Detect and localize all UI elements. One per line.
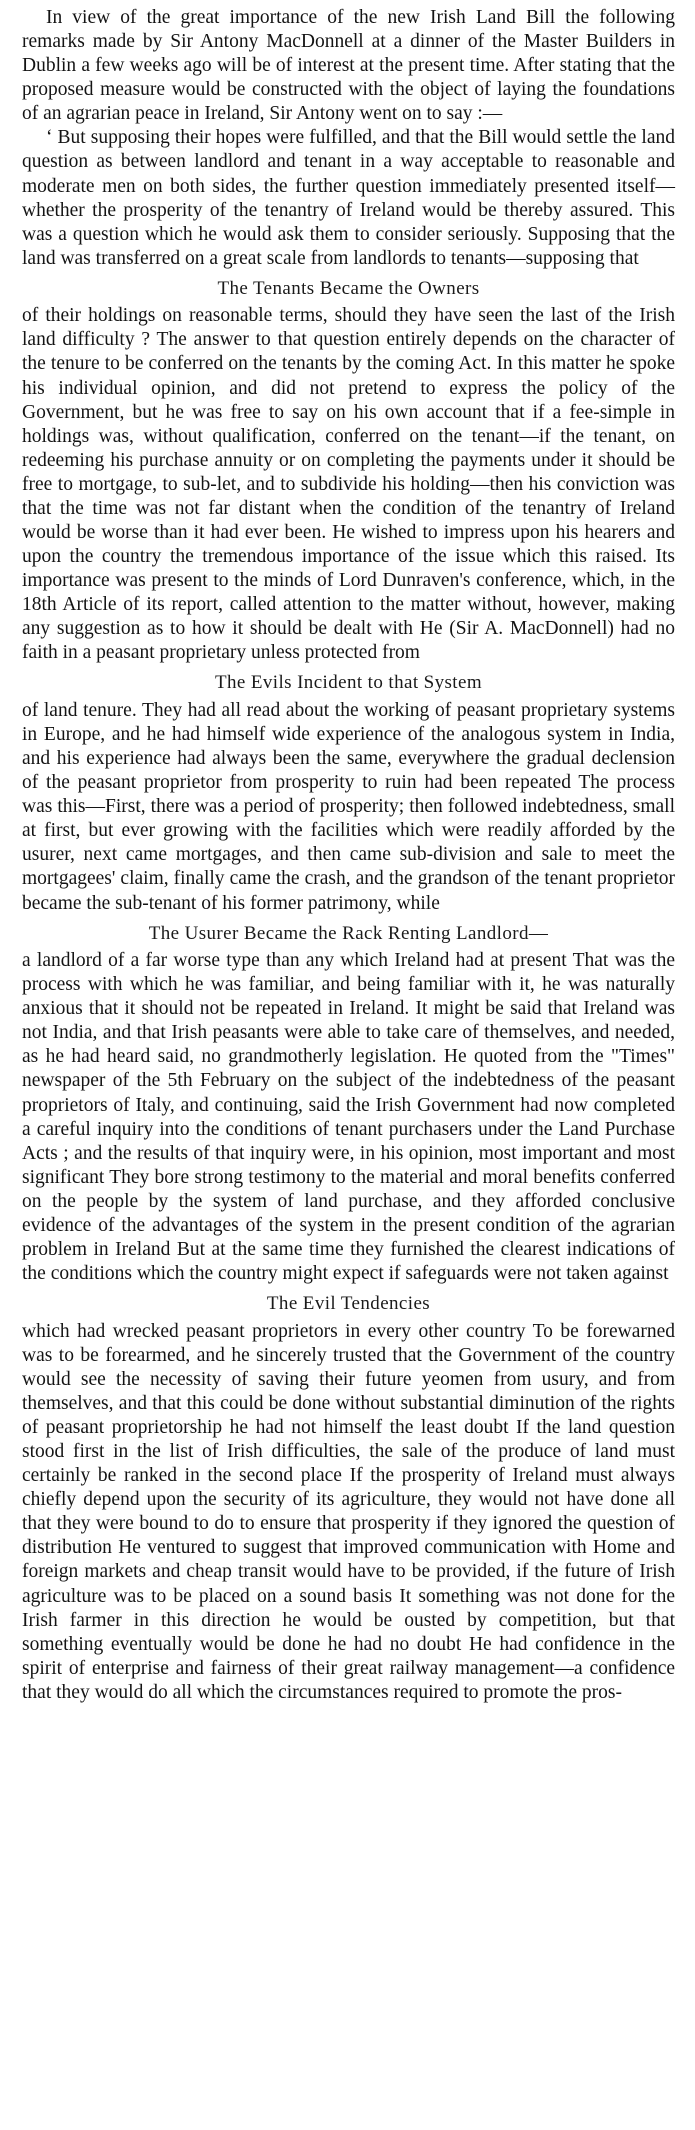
article-paragraph-intro: In view of the great importance of the new Irish Land Bill the following remarks made by Sir Antony MacDonnell at a dinner of the Master Builders in Dublin a few weeks ago will be of interest at the present time. After stating that the proposed measure would be constructed with the object of laying the foundations of an agrarian peace in Ireland, Sir Antony went on to say :— [22,7,675,125]
article-paragraph-landlord: a landlord of a far worse type than any which Ireland had at present That was the process with which he was familiar, and being familiar with it, he was naturally anxious that it should not be repeated in Ireland. It might be said that Ireland was not India, and that Irish peasants were able to take care of themselves, and needed, as he had heard said, no grandmotherly legislation. He quoted from the "Times" newspaper of the 5th February on the subject of the indebtedness of the peasant proprietors of Italy, and continuing, said the Irish Government had now completed a careful inquiry into the conditions of tenant purchasers under the Land Purchase Acts ; and the results of that inquiry were, in his opinion, most important and most significant They bore strong testimony to the material and moral benefits conferred on the people by the system of land purchase, and they afforded conclusive evidence of the advantages of the system in the present condition of the agrarian problem in Ireland But at the same time they furnished the clearest indications of the conditions which the country might expect if safeguards were not taken against [22,950,675,1285]
article-paragraph-tendencies: which had wrecked peasant proprietors in every other country To be forewarned was to be forearmed, and he sincerely trusted that the Government of the country would see the necessity of saving their future yeomen from usury, and from themselves, and that this could be done without substantial diminution of the rights of peasant proprietorship he had not himself the least doubt If the land question stood first in the list of Irish difficulties, the sale of the produce of land must certainly be ranked in the second place If the prosperity of Ireland must always chiefly depend upon the security of its agriculture, they would not have done all that they were bound to do to ensure that prosperity if they ignored the question of distribution He ventured to suggest that improved communication with Home and foreign markets and cheap transit would have to be provided, if the future of Irish agriculture was to be placed on a sound basis It something was not done for the Irish farmer in this direction he would be ousted by competition, but that something eventually would be done he had no doubt He had confidence in the spirit of enterprise and fairness of their great railway management—a confidence that they would do all which the circumstances required to promote the pros- [22,1320,675,1703]
subheading-usurer-landlord: The Usurer Became the Rack Renting Landlord— [148,922,549,944]
subheading-tenants-owners: The Tenants Became the Owners [217,277,480,299]
article-paragraph-tenure: of their holdings on reasonable terms, should they have seen the last of the Irish land difficulty ? The answer to that question entirely depends on the character of the tenure to be conferred on the tenants by the coming Act. In this matter he spoke his individual opinion, and did not pretend to express the policy of the Government, but he was free to say on his own account that if a fee-simple in holdings was, without qualification, conferred on the tenant—if the tenant, on redeeming his purchase annuity or on completing the payments under it should be free to mortgage, to sub-let, and to subdivide his holding—then his conviction was that the time was not far distant when the condition of the tenantry of Ireland would be worse than it had ever been. He wished to impress upon his hearers and upon the country the tremendous importance of the issue which this raised. Its importance was present to the minds of Lord Dunraven's conference, which, in the 18th Article of its report, called attention to the matter without, however, making any suggestion as to how it should be dealt with He (Sir A. MacDonnell) had no faith in a peasant proprietary unless protected from [22,305,675,664]
article-paragraph-land-tenure: of land tenure. They had all read about the working of peasant proprietary systems in Europe, and he had himself wide experience of the analogous system in India, and his experience had always been the same, everywhere the gradual declension of the peasant proprietor from prosperity to ruin had been repeated The process was this—First, there was a period of prosperity; then followed indebtedness, small at first, but ever growing with the facilities which were readily afforded by the usurer, next came mortgages, and then came sub-division and sale to meet the mortgagees' claim, finally came the crash, and the grandson of the tenant proprietor became the sub-tenant of his former patrimony, while [22,699,675,914]
subheading-evils-incident: The Evils Incident to that System [214,672,483,694]
subheading-evil-tendencies: The Evil Tendencies [266,1293,431,1315]
article-paragraph-quote: ‘ But supposing their hopes were fulfilled, and that the Bill would settle the land question as between landlord and tenant in a way acceptable to reasonable and moderate men on both sides, the further question immediately presented itself—whether the prosperity of the tenantry of Ireland would be thereby assured. This was a question which he would ask them to consider seriously. Supposing that the land was transferred on a great scale from landlords to tenants—supposing that [22,127,675,269]
